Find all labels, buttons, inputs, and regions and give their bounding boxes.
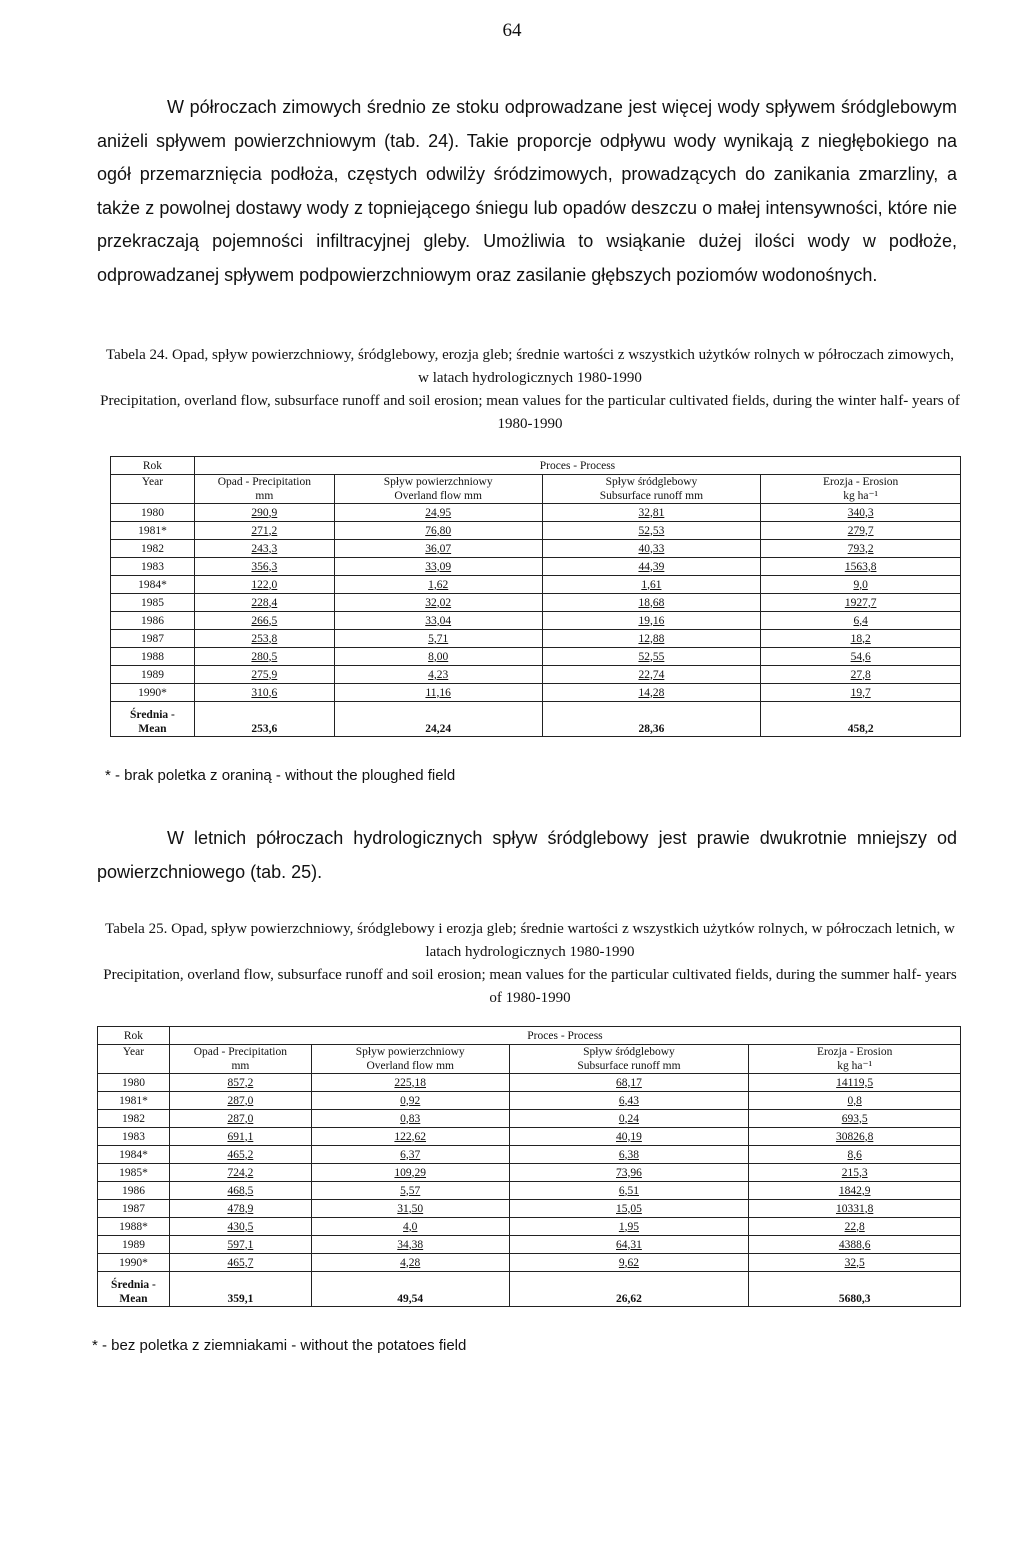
header-erosion-unit: kg ha⁻¹ (843, 490, 878, 502)
cell-precipitation: 356,3 (194, 558, 334, 576)
cell-erosion: 215,3 (749, 1164, 961, 1182)
header-year: Year (111, 475, 195, 504)
paragraph-winter: W półroczach zimowych średnio ze stoku odprowadzane jest więcej wody spływem śródglebowym aniżeli spływem powierzchniowym (tab. 24). Takie proporcje odpływu wody wynikają z niegłębokiego na ogół przemarznięcia podłoża, częstych odwilży śródzimowych, prowadzących do zanikania zmarzliny, a także z powolnej dostawy wody z topniejącego śniegu lub opadów deszczu o małej intensywności, które nie przekraczają pojemności infiltracyjnej gleby. Umożliwia to wsiąkanie dużej ilości wody w podłoże, odprowadzanej spływem podpowierzchniowym oraz zasilanie głębszych poziomów wodonośnych. (97, 97, 957, 285)
cell-overland: 5,71 (334, 630, 542, 648)
cell-overland: 24,95 (334, 504, 542, 522)
header-subsurface (509, 1045, 749, 1074)
cell-overland: 1,62 (334, 576, 542, 594)
mean-subsurface: 28,36 (542, 702, 761, 737)
table-row (98, 1200, 961, 1218)
header-precipitation (194, 475, 334, 504)
table25 (97, 1026, 961, 1307)
table-row (98, 1092, 961, 1110)
mean-label-pl: Średnia - (111, 1279, 156, 1291)
table25-body (98, 1074, 961, 1272)
cell-precipitation: 468,5 (169, 1182, 311, 1200)
mean-label-pl: Średnia - (130, 709, 175, 721)
cell-erosion: 8,6 (749, 1146, 961, 1164)
header-precipitation-unit: mm (255, 490, 274, 502)
cell-subsurface: 9,62 (509, 1254, 749, 1272)
cell-year: 1988 (111, 648, 195, 666)
cell-subsurface: 44,39 (542, 558, 761, 576)
header-subsurface-label: Spływ śródglebowy (583, 1046, 675, 1058)
table-row (98, 1128, 961, 1146)
table-row (111, 666, 961, 684)
header-process: Proces - Process (194, 457, 960, 475)
table-row (111, 594, 961, 612)
cell-overland: 33,04 (334, 612, 542, 630)
cell-subsurface: 73,96 (509, 1164, 749, 1182)
cell-year: 1985 (111, 594, 195, 612)
cell-precipitation: 465,2 (169, 1146, 311, 1164)
table25-caption-pl: Tabela 25. Opad, spływ powierzchniowy, śródglebowy i erozja gleb; średnie wartości z wszystkich użytków rolnych, w półroczach letnich, w latach hydrologicznych 1980-1990 (105, 921, 955, 960)
header-year: Year (98, 1045, 170, 1074)
cell-year: 1989 (111, 666, 195, 684)
cell-erosion: 1842,9 (749, 1182, 961, 1200)
header-subsurface-en: Subsurface runoff mm (577, 1060, 681, 1072)
header-overland (334, 475, 542, 504)
cell-year: 1987 (98, 1200, 170, 1218)
table-row (111, 558, 961, 576)
cell-precipitation: 857,2 (169, 1074, 311, 1092)
table-row (98, 1164, 961, 1182)
table-row (98, 1236, 961, 1254)
cell-precipitation: 275,9 (194, 666, 334, 684)
table24-footnote: * - brak poletka z oraniną - without the ploughed field (105, 767, 456, 784)
cell-precipitation: 266,5 (194, 612, 334, 630)
cell-erosion: 10331,8 (749, 1200, 961, 1218)
cell-year: 1980 (111, 504, 195, 522)
table-row (98, 1218, 961, 1236)
cell-year: 1983 (98, 1128, 170, 1146)
table-row (111, 504, 961, 522)
cell-erosion: 279,7 (761, 522, 961, 540)
header-subsurface-en: Subsurface runoff mm (599, 490, 704, 502)
cell-erosion: 22,8 (749, 1218, 961, 1236)
cell-erosion: 27,8 (761, 666, 961, 684)
cell-overland: 11,16 (334, 684, 542, 702)
cell-overland: 5,57 (311, 1182, 509, 1200)
cell-erosion: 18,2 (761, 630, 961, 648)
header-erosion-label: Erozja - Erosion (822, 476, 899, 488)
cell-overland: 6,37 (311, 1146, 509, 1164)
cell-year: 1986 (111, 612, 195, 630)
table-row (111, 612, 961, 630)
cell-subsurface: 6,51 (509, 1182, 749, 1200)
cell-year: 1982 (98, 1110, 170, 1128)
cell-erosion: 9,0 (761, 576, 961, 594)
header-overland-label: Spływ powierzchniowy (383, 476, 493, 488)
cell-overland: 8,00 (334, 648, 542, 666)
cell-subsurface: 18,68 (542, 594, 761, 612)
cell-year: 1989 (98, 1236, 170, 1254)
header-erosion-unit: kg ha⁻¹ (837, 1060, 873, 1072)
table-row (111, 540, 961, 558)
table24-body (111, 504, 961, 702)
table-row (98, 1110, 961, 1128)
mean-precipitation: 253,6 (194, 702, 334, 737)
mean-label (111, 702, 195, 737)
table25-footnote: * - bez poletka z ziemniakami - without the potatoes field (92, 1337, 467, 1354)
cell-precipitation: 253,8 (194, 630, 334, 648)
cell-year: 1981* (98, 1092, 170, 1110)
table24-caption-en: Precipitation, overland flow, subsurface runoff and soil erosion; mean values for the particular cultivated fields, during the winter half- years of 1980-1990 (100, 393, 960, 432)
table-row (98, 1254, 961, 1272)
cell-subsurface: 22,74 (542, 666, 761, 684)
cell-year: 1980 (98, 1074, 170, 1092)
cell-erosion: 1563,8 (761, 558, 961, 576)
table24-caption-pl: Tabela 24. Opad, spływ powierzchniowy, śródglebowy, erozja gleb; średnie wartości z wszystkich użytków rolnych w półroczach zimowych, w latach hydrologicznych 1980-1990 (105, 347, 954, 386)
cell-overland: 36,07 (334, 540, 542, 558)
cell-year: 1987 (111, 630, 195, 648)
cell-subsurface: 1,95 (509, 1218, 749, 1236)
cell-subsurface: 52,55 (542, 648, 761, 666)
cell-overland: 76,80 (334, 522, 542, 540)
cell-overland: 34,38 (311, 1236, 509, 1254)
table24 (110, 456, 961, 737)
header-erosion (749, 1045, 961, 1074)
cell-erosion: 1927,7 (761, 594, 961, 612)
header-process: Proces - Process (169, 1027, 960, 1045)
cell-overland: 0,92 (311, 1092, 509, 1110)
cell-overland: 0,83 (311, 1110, 509, 1128)
table24-mean-row (111, 702, 961, 737)
table-row (98, 1146, 961, 1164)
cell-erosion: 340,3 (761, 504, 961, 522)
header-overland (311, 1045, 509, 1074)
cell-overland: 122,62 (311, 1128, 509, 1146)
cell-subsurface: 32,81 (542, 504, 761, 522)
header-subsurface-label: Spływ śródglebowy (605, 476, 698, 488)
cell-subsurface: 15,05 (509, 1200, 749, 1218)
cell-subsurface: 40,19 (509, 1128, 749, 1146)
cell-precipitation: 290,9 (194, 504, 334, 522)
cell-overland: 31,50 (311, 1200, 509, 1218)
cell-overland: 33,09 (334, 558, 542, 576)
cell-precipitation: 122,0 (194, 576, 334, 594)
cell-precipitation: 465,7 (169, 1254, 311, 1272)
cell-year: 1988* (98, 1218, 170, 1236)
cell-overland: 4,23 (334, 666, 542, 684)
cell-precipitation: 243,3 (194, 540, 334, 558)
header-overland-en: Overland flow mm (366, 1060, 454, 1072)
mean-overland: 24,24 (334, 702, 542, 737)
table-row (111, 630, 961, 648)
cell-erosion: 19,7 (761, 684, 961, 702)
header-rok: Rok (98, 1027, 170, 1045)
header-precipitation (169, 1045, 311, 1074)
cell-precipitation: 597,1 (169, 1236, 311, 1254)
mean-label-en: Mean (138, 723, 167, 735)
table-row (98, 1182, 961, 1200)
cell-precipitation: 287,0 (169, 1110, 311, 1128)
cell-overland: 109,29 (311, 1164, 509, 1182)
cell-erosion: 793,2 (761, 540, 961, 558)
cell-year: 1986 (98, 1182, 170, 1200)
table25-mean-row (98, 1272, 961, 1307)
cell-subsurface: 68,17 (509, 1074, 749, 1092)
cell-erosion: 30826,8 (749, 1128, 961, 1146)
table-row (98, 1074, 961, 1092)
cell-precipitation: 724,2 (169, 1164, 311, 1182)
cell-precipitation: 280,5 (194, 648, 334, 666)
mean-label-en: Mean (119, 1293, 148, 1305)
paragraph-summer: W letnich półroczach hydrologicznych spływ śródglebowy jest prawie dwukrotnie mniejszy od powierzchniowego (tab. 25). (97, 828, 957, 882)
cell-erosion: 4388,6 (749, 1236, 961, 1254)
cell-precipitation: 691,1 (169, 1128, 311, 1146)
header-erosion-label: Erozja - Erosion (816, 1046, 893, 1058)
cell-precipitation: 287,0 (169, 1092, 311, 1110)
header-precipitation-label: Opad - Precipitation (217, 476, 311, 488)
cell-year: 1990* (111, 684, 195, 702)
cell-erosion: 0,8 (749, 1092, 961, 1110)
cell-precipitation: 228,4 (194, 594, 334, 612)
mean-subsurface: 26,62 (509, 1272, 749, 1307)
table25-caption (100, 918, 960, 1010)
cell-year: 1984* (111, 576, 195, 594)
cell-erosion: 54,6 (761, 648, 961, 666)
cell-erosion: 693,5 (749, 1110, 961, 1128)
cell-subsurface: 14,28 (542, 684, 761, 702)
header-erosion (761, 475, 961, 504)
cell-subsurface: 40,33 (542, 540, 761, 558)
cell-subsurface: 6,38 (509, 1146, 749, 1164)
cell-year: 1981* (111, 522, 195, 540)
mean-erosion: 5680,3 (749, 1272, 961, 1307)
cell-subsurface: 19,16 (542, 612, 761, 630)
table-row (111, 684, 961, 702)
cell-precipitation: 478,9 (169, 1200, 311, 1218)
table24-caption (100, 344, 960, 436)
header-precipitation-unit: mm (231, 1060, 250, 1072)
cell-precipitation: 271,2 (194, 522, 334, 540)
cell-year: 1990* (98, 1254, 170, 1272)
header-subsurface (542, 475, 761, 504)
cell-erosion: 32,5 (749, 1254, 961, 1272)
header-precipitation-label: Opad - Precipitation (193, 1046, 288, 1058)
table-row (111, 576, 961, 594)
header-overland-en: Overland flow mm (394, 490, 482, 502)
page-number: 64 (502, 20, 522, 41)
cell-year: 1984* (98, 1146, 170, 1164)
cell-erosion: 6,4 (761, 612, 961, 630)
table-row (111, 522, 961, 540)
header-overland-label: Spływ powierzchniowy (355, 1046, 465, 1058)
cell-precipitation: 430,5 (169, 1218, 311, 1236)
cell-overland: 225,18 (311, 1074, 509, 1092)
cell-subsurface: 0,24 (509, 1110, 749, 1128)
cell-subsurface: 52,53 (542, 522, 761, 540)
mean-overland: 49,54 (311, 1272, 509, 1307)
cell-overland: 4,28 (311, 1254, 509, 1272)
table-row (111, 648, 961, 666)
cell-year: 1982 (111, 540, 195, 558)
cell-subsurface: 1,61 (542, 576, 761, 594)
cell-year: 1983 (111, 558, 195, 576)
cell-subsurface: 64,31 (509, 1236, 749, 1254)
cell-overland: 32,02 (334, 594, 542, 612)
header-rok: Rok (111, 457, 195, 475)
mean-erosion: 458,2 (761, 702, 961, 737)
table25-caption-en: Precipitation, overland flow, subsurface runoff and soil erosion; mean values for the particular cultivated fields, during the summer half- years of 1980-1990 (103, 967, 957, 1006)
cell-subsurface: 12,88 (542, 630, 761, 648)
cell-overland: 4,0 (311, 1218, 509, 1236)
cell-precipitation: 310,6 (194, 684, 334, 702)
mean-label (98, 1272, 170, 1307)
cell-erosion: 14119,5 (749, 1074, 961, 1092)
cell-year: 1985* (98, 1164, 170, 1182)
mean-precipitation: 359,1 (169, 1272, 311, 1307)
cell-subsurface: 6,43 (509, 1092, 749, 1110)
